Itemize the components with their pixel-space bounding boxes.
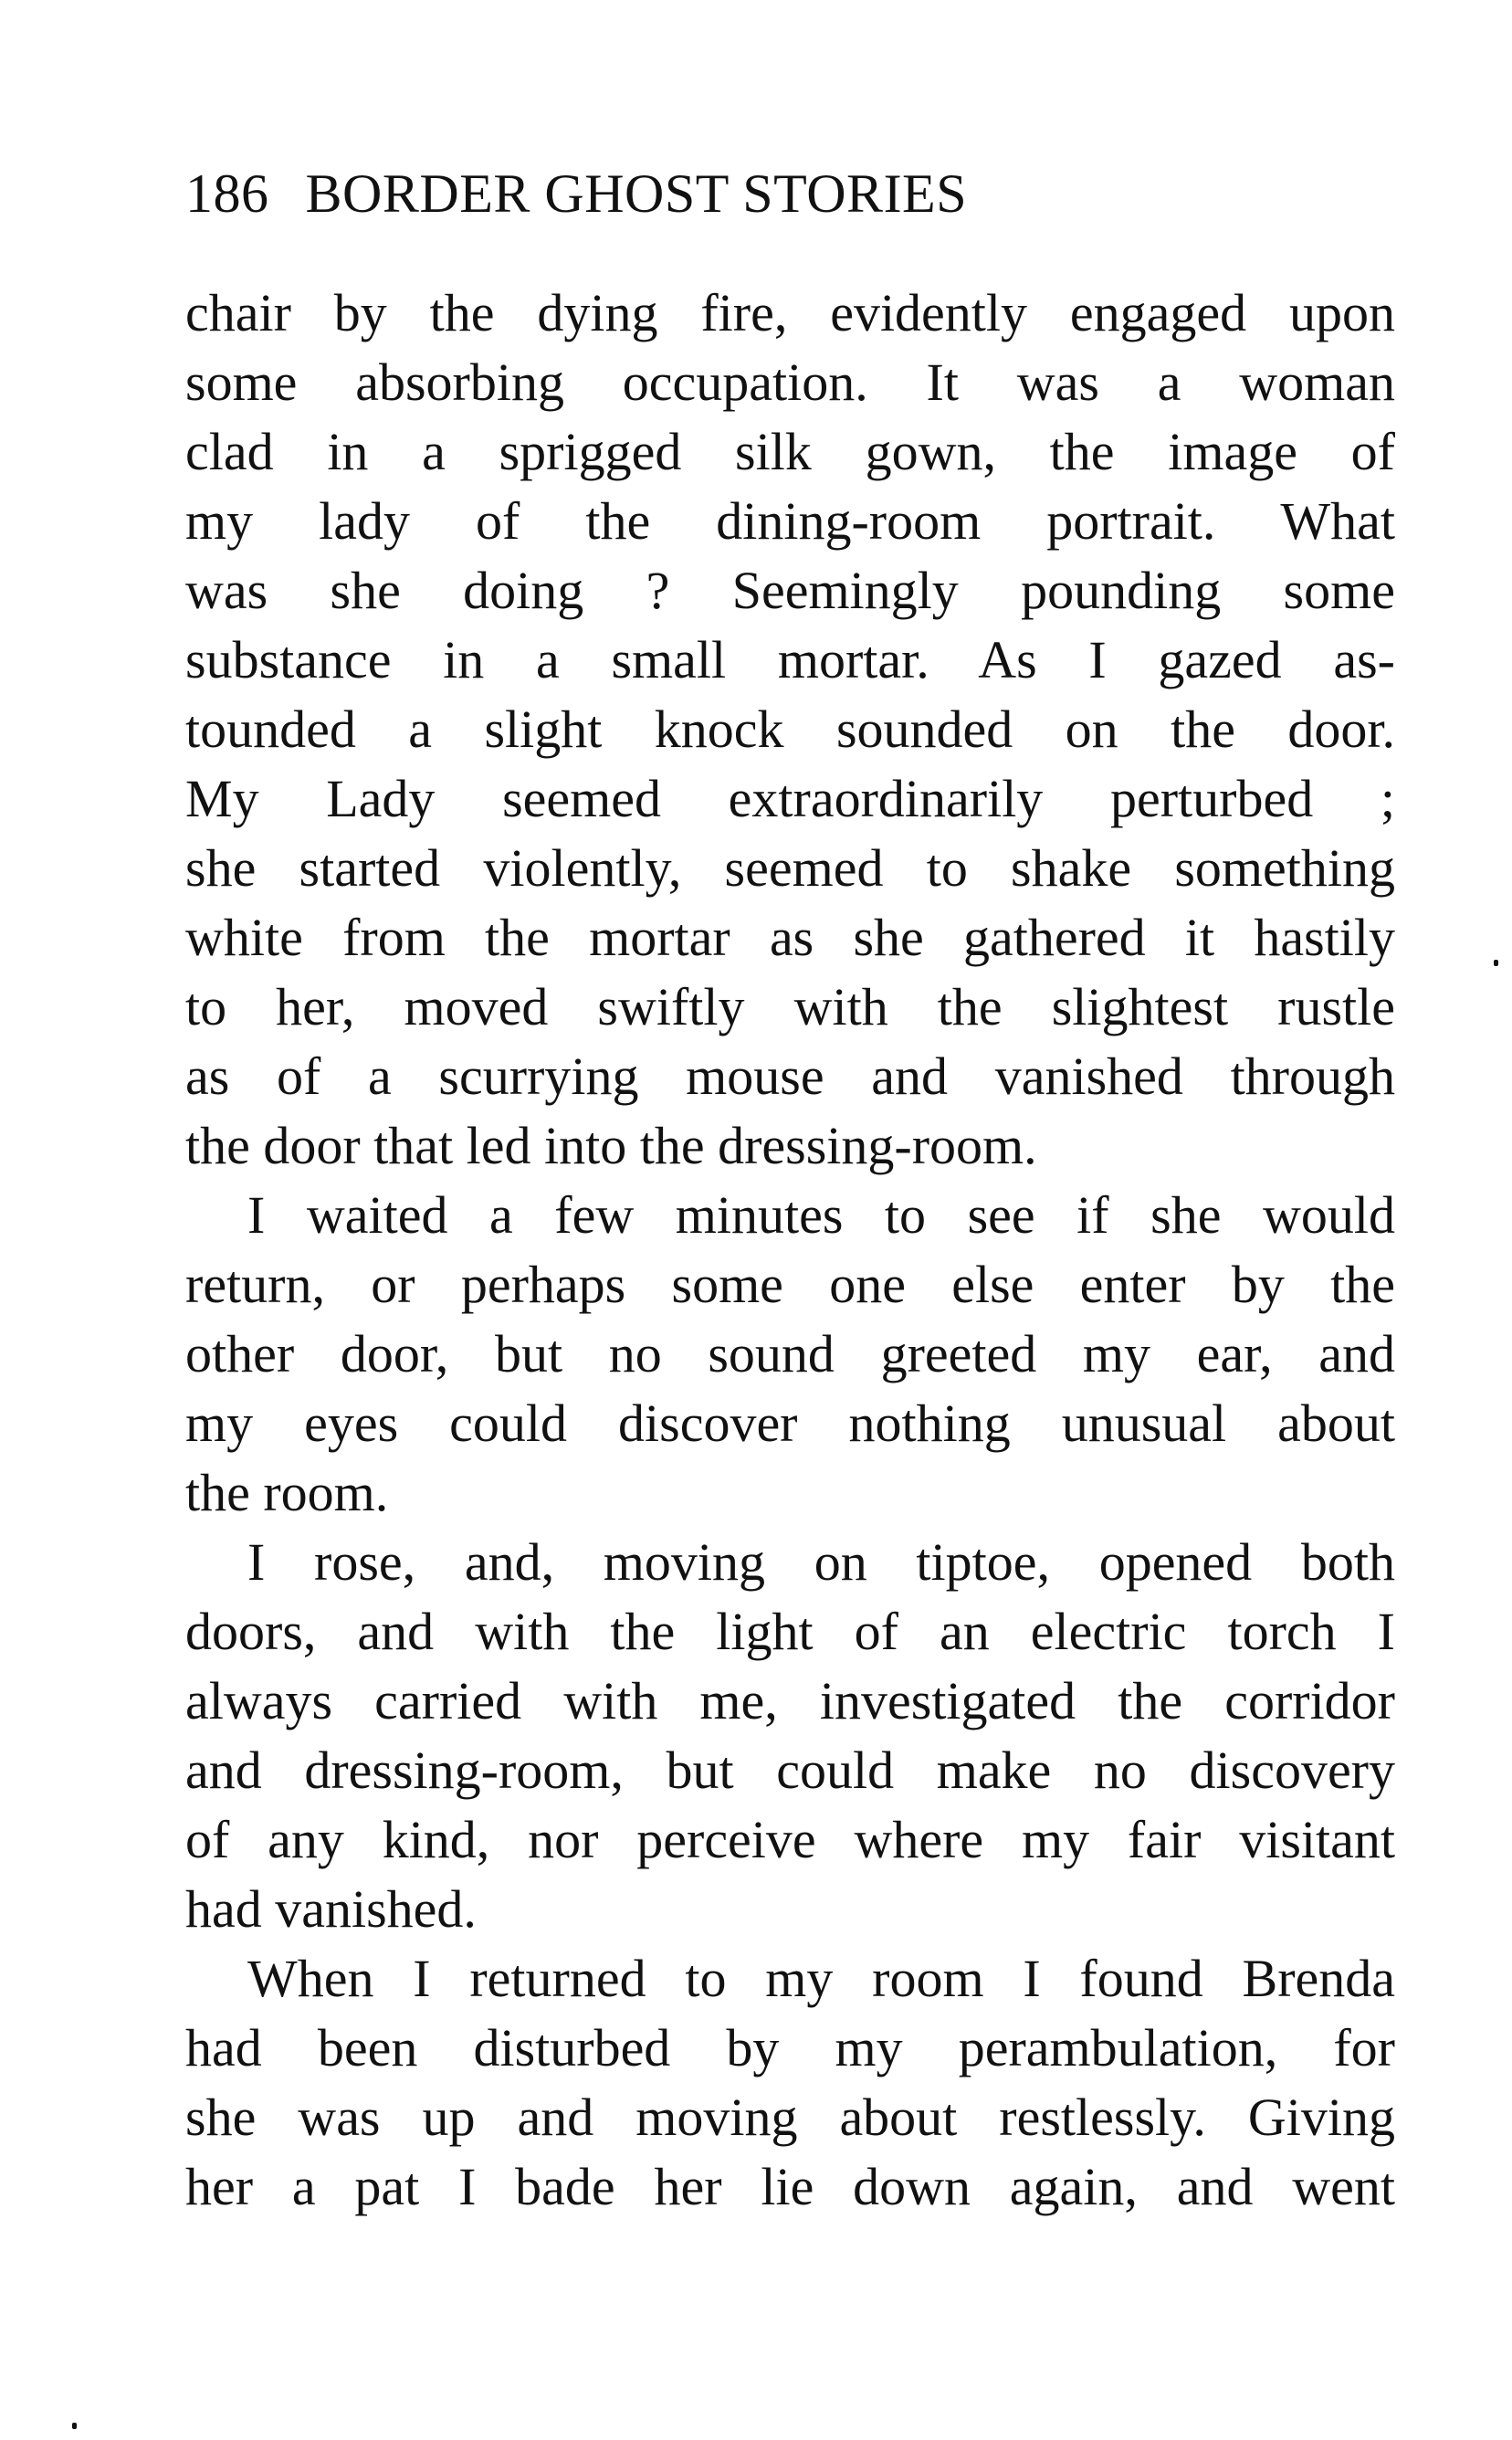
- text-line: as of a scurrying mouse and vanished through: [185, 1046, 1395, 1106]
- text-line: my lady of the dining-room portrait. What: [185, 491, 1395, 551]
- text-line: substance in a small mortar. As I gazed as-: [185, 630, 1395, 689]
- text-line: and dressing-room, but could make no discovery: [185, 1741, 1395, 1800]
- text-line: return, or perhaps some one else enter by the: [185, 1255, 1395, 1314]
- text-line: tounded a slight knock sounded on the door.: [185, 699, 1395, 759]
- text-line: was she doing ? Seemingly pounding some: [185, 561, 1395, 620]
- text-line: clad in a sprigged silk gown, the image of: [185, 422, 1395, 481]
- text-line: other door, but no sound greeted my ear, and: [185, 1324, 1395, 1383]
- text-line: chair by the dying fire, evidently engaged upon: [185, 283, 1395, 342]
- text-line: My Lady seemed extraordinarily perturbed ;: [185, 769, 1395, 828]
- text-line: the door that led into the dressing-room.: [185, 1116, 1037, 1175]
- text-line: had been disturbed by my perambulation, for: [185, 2018, 1395, 2077]
- text-line: her a pat I bade her lie down again, and went: [185, 2157, 1395, 2216]
- running-title: BORDER GHOST STORIES: [305, 163, 968, 224]
- text-line: always carried with me, investigated the corridor: [185, 1671, 1395, 1730]
- text-line: some absorbing occupation. It was a woman: [185, 352, 1395, 412]
- text-line: the room.: [185, 1463, 389, 1522]
- text-line: she started violently, seemed to shake something: [185, 838, 1395, 898]
- text-line: my eyes could discover nothing unusual about: [185, 1394, 1395, 1453]
- text-line: I waited a few minutes to see if she would: [247, 1185, 1395, 1245]
- text-line: of any kind, nor perceive where my fair visitant: [185, 1810, 1395, 1869]
- text-line: she was up and moving about restlessly. Giving: [185, 2088, 1395, 2147]
- running-header: [185, 163, 968, 224]
- print-speck: [72, 2423, 77, 2429]
- text-line: doors, and with the light of an electric torch I: [185, 1602, 1395, 1661]
- text-line: had vanished.: [185, 1879, 477, 1939]
- text-line: When I returned to my room I found Brenda: [247, 1949, 1395, 2008]
- print-speck: [1494, 960, 1498, 966]
- body-text: [185, 279, 1395, 2222]
- page-number: 186: [185, 163, 269, 224]
- text-line: white from the mortar as she gathered it hastily: [185, 908, 1395, 967]
- text-line: to her, moved swiftly with the slightest rustle: [185, 977, 1395, 1036]
- text-line: I rose, and, moving on tiptoe, opened both: [247, 1532, 1395, 1592]
